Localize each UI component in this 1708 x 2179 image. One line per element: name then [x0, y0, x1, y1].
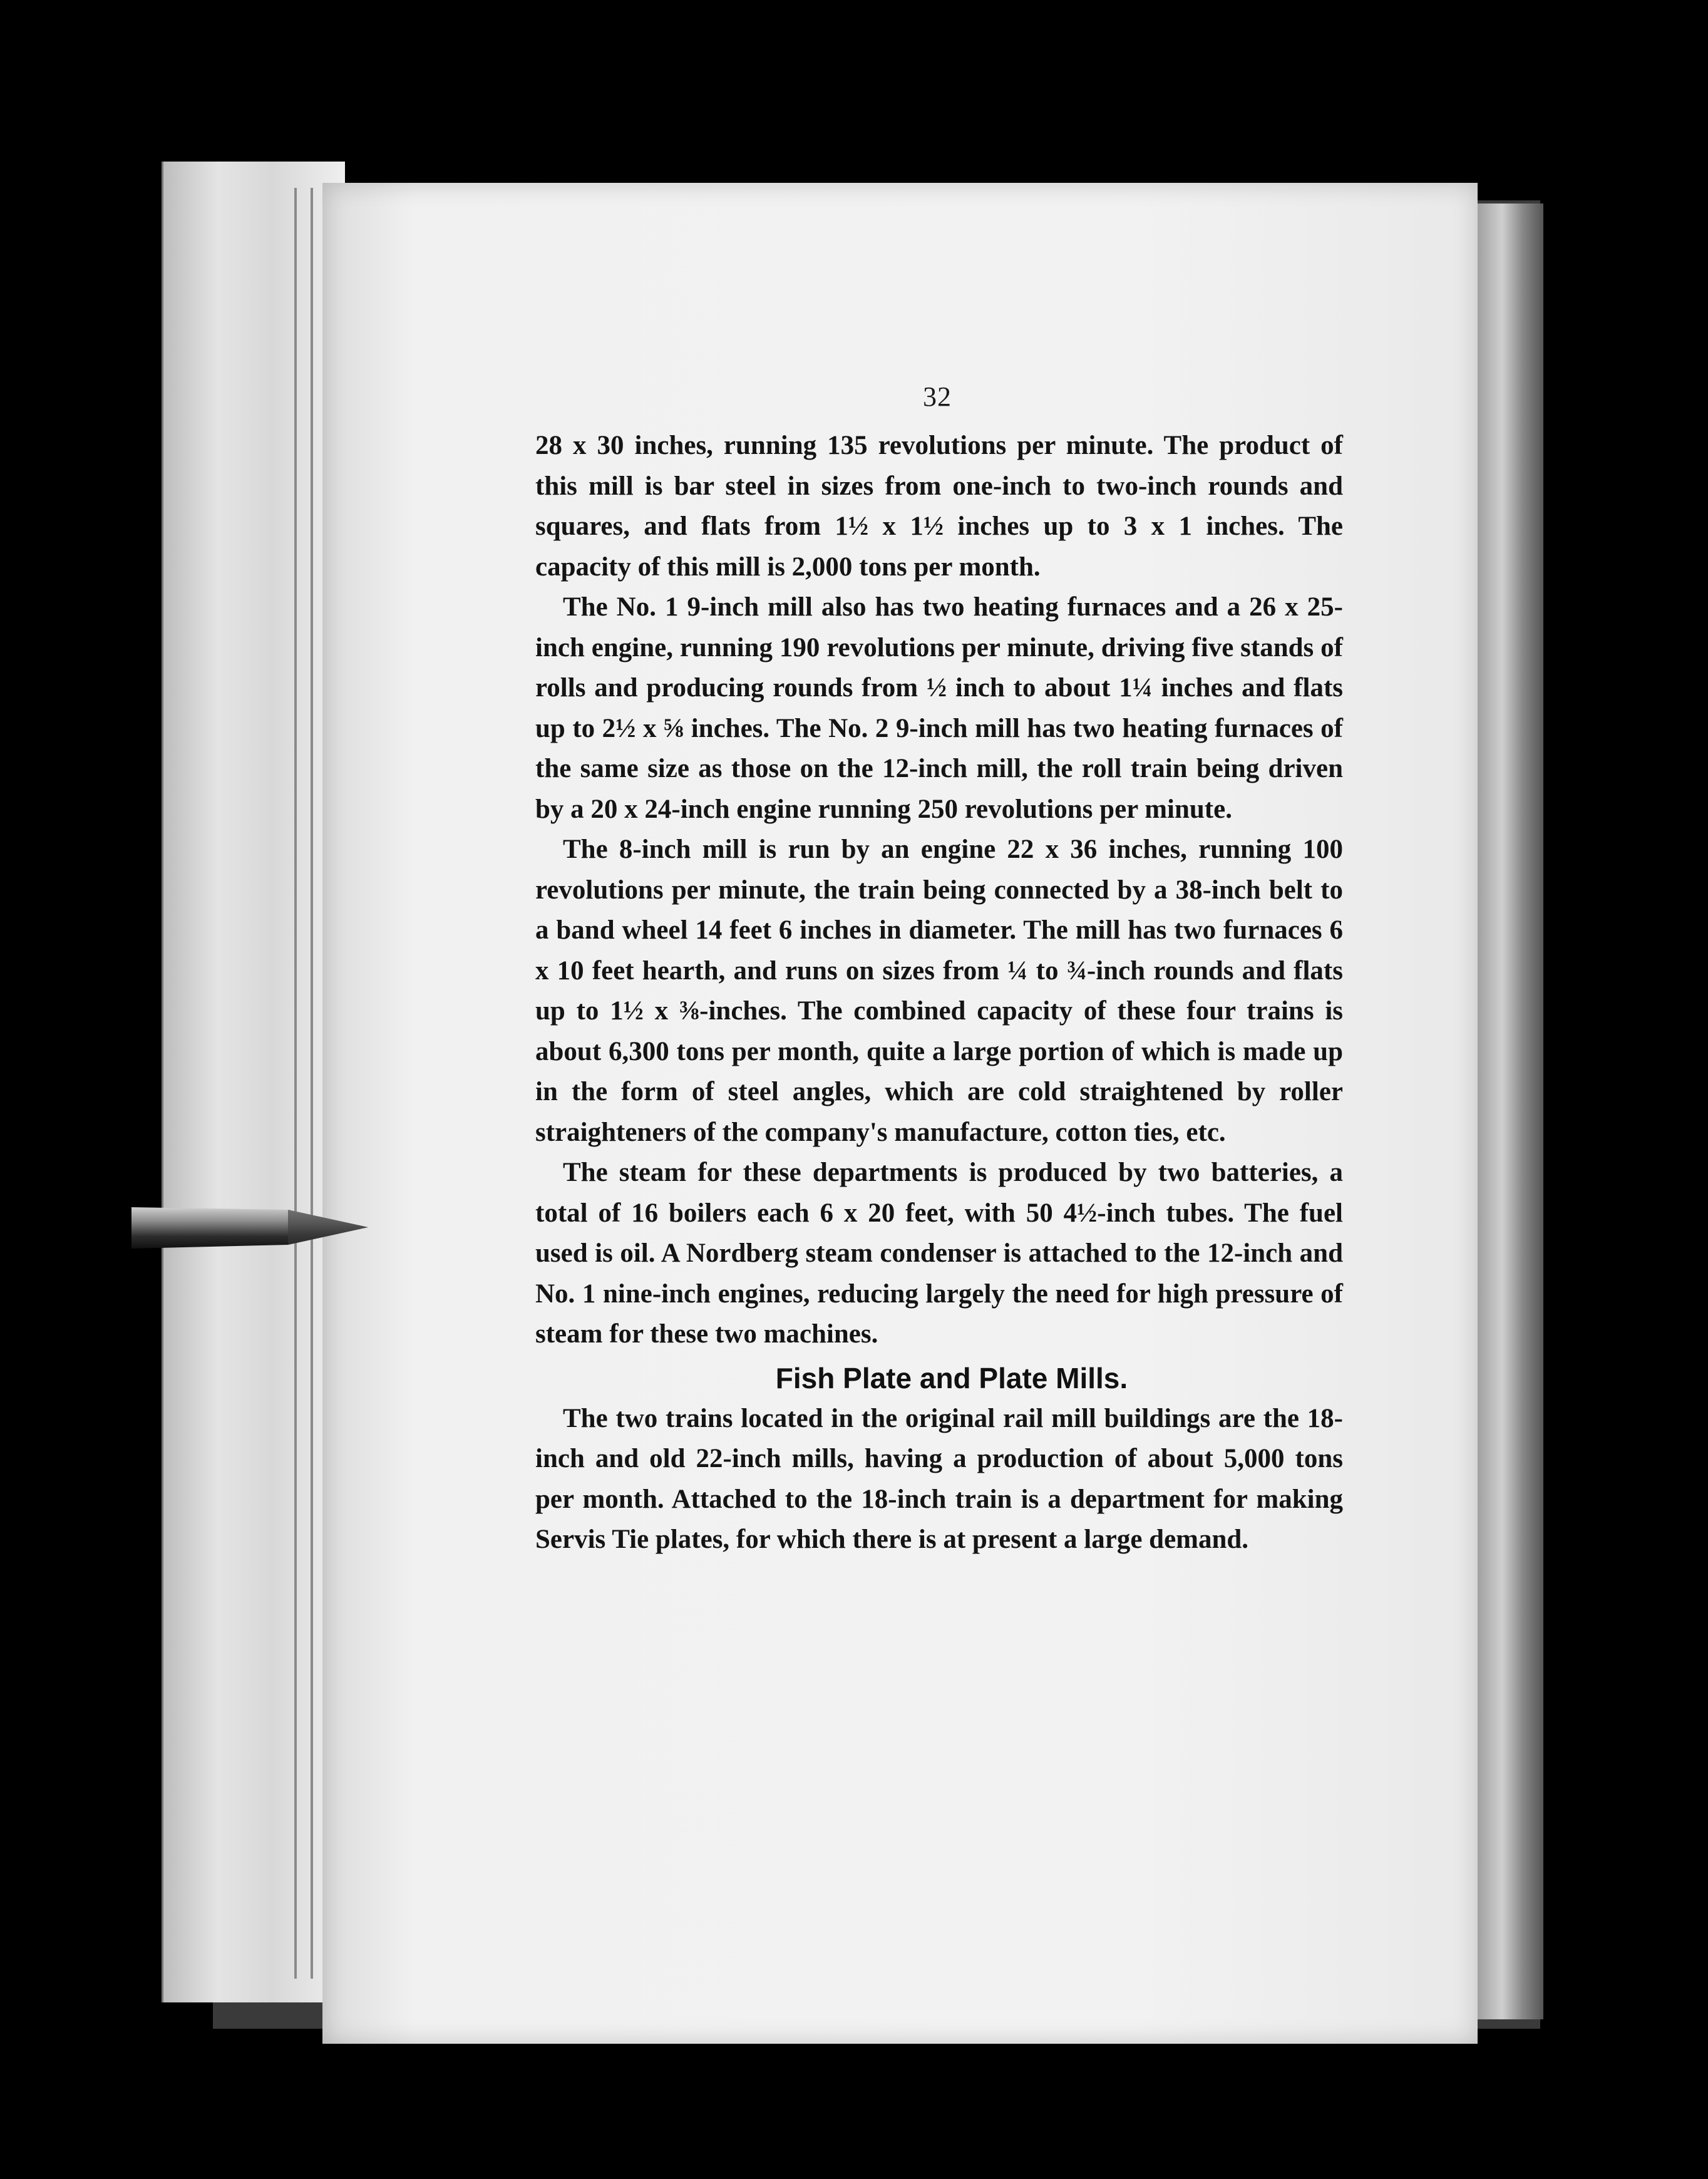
page-number: 32: [923, 381, 952, 412]
page-edge-line: [311, 188, 313, 1979]
pencil-tip-icon: [131, 1196, 369, 1259]
stacked-page-edges: [162, 162, 345, 2002]
paragraph: The steam for these departments is produced by two batteries, a total of 16 boilers each 6 x 20 feet, with 50 4½-inch tubes. The fuel used is oil. A Nordberg steam condenser is attached to the 12-inch and No. 1 nine-inch engines, reducing largely the need for high pressure of steam for these two machines.: [535, 1158, 1343, 1349]
paragraph: The two trains located in the original rail mill buildings are the 18-inch and old 22-inch mills, having a production of about 5,000 tons per month. Attached to the 18-inch train is a department for making Servis Tie plates, for which there is at present a large demand.: [535, 1403, 1343, 1554]
page-body-text: [535, 426, 1343, 1560]
section-heading: Fish Plate and Plate Mills.: [775, 1361, 1128, 1394]
right-book-edge: [1474, 203, 1543, 2019]
paragraph: The No. 1 9-inch mill also has two heating furnaces and a 26 x 25-inch engine, running 190 revolutions per minute, driving five stands of rolls and producing rounds from ½ inch to about 1¼ inches and flats up to 2½ x ⅝ inches. The No. 2 9-inch mill has two heating furnaces of the same size as those on the 12-inch mill, the roll train being driven by a 20 x 24-inch engine running 250 revolutions per minute.: [535, 592, 1343, 824]
page-edge-line: [294, 188, 297, 1979]
paragraph: 28 x 30 inches, running 135 revolutions per minute. The product of this mill is bar steel in sizes from one-inch to two-inch rounds and squares, and flats from 1½ x 1½ inches up to 3 x 1 inches. The capacity of this mill is 2,000 tons per month.: [535, 431, 1343, 582]
paragraph: The 8-inch mill is run by an engine 22 x 36 inches, running 100 revolutions per minute, the train being connected by a 38-inch belt to a band wheel 14 feet 6 inches in diameter. The mill has two furnaces 6 x 10 feet hearth, and runs on sizes from ¼ to ¾-inch rounds and flats up to 1½ x ⅜-inches. The combined capacity of these four trains is about 6,300 tons per month, quite a large portion of which is made up in the form of steel angles, which are cold straightened by roller straighteners of the company's manufacture, cotton ties, etc.: [535, 835, 1343, 1147]
